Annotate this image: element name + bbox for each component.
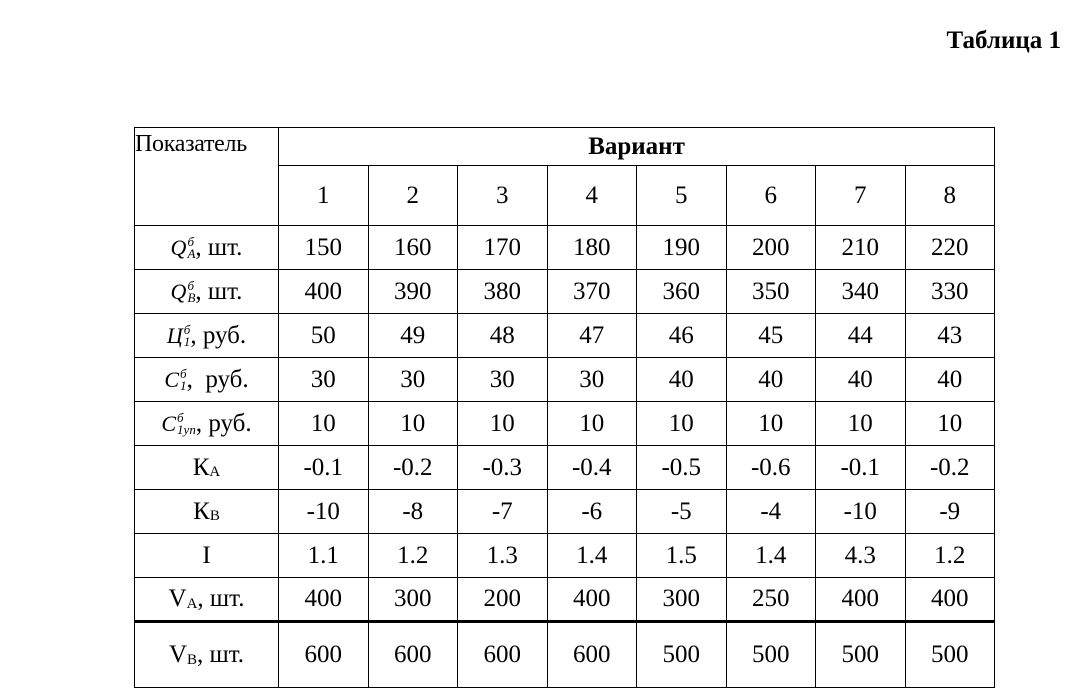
indicator-subscript: B [187, 651, 198, 668]
value-cell: 30 [458, 358, 548, 402]
indicator-label [193, 498, 220, 526]
value-cell: 500 [905, 622, 995, 688]
table-row [135, 402, 995, 446]
value-cell: 500 [816, 622, 906, 688]
value-cell: 45 [726, 314, 816, 358]
indicator-unit: , шт. [195, 233, 243, 261]
variant-number-cell: 6 [726, 166, 816, 226]
value-cell: 600 [458, 622, 548, 688]
table-row [135, 226, 995, 270]
indicator-unit: , шт. [197, 641, 245, 668]
indicator-label [161, 410, 251, 438]
value-cell: 10 [637, 402, 727, 446]
value-cell: 160 [368, 226, 458, 270]
value-cell: 4.3 [816, 534, 906, 578]
value-cell: 250 [726, 578, 816, 622]
value-cell: 10 [905, 402, 995, 446]
value-cell: 40 [637, 358, 727, 402]
indicator-label [171, 234, 243, 262]
value-cell: 1.4 [547, 534, 637, 578]
value-cell: -8 [368, 490, 458, 534]
data-table [134, 127, 995, 688]
value-cell: 330 [905, 270, 995, 314]
indicator-label [171, 278, 243, 306]
table-row [135, 358, 995, 402]
value-cell: 10 [547, 402, 637, 446]
value-cell: 1.1 [279, 534, 369, 578]
indicator-label-cell [135, 402, 279, 446]
indicator-symbol: К [192, 453, 210, 481]
variant-number-cell: 8 [905, 166, 995, 226]
value-cell: 400 [279, 578, 369, 622]
value-cell: -0.1 [816, 446, 906, 490]
indicator-label-cell [135, 314, 279, 358]
value-cell: -5 [637, 490, 727, 534]
value-cell: 170 [458, 226, 548, 270]
table-row [135, 270, 995, 314]
table-row [135, 534, 995, 578]
variant-number-cell: 5 [637, 166, 727, 226]
value-cell: 400 [279, 270, 369, 314]
value-cell: 10 [726, 402, 816, 446]
value-cell: 40 [726, 358, 816, 402]
indicator-label [193, 454, 221, 482]
value-cell: -7 [458, 490, 548, 534]
variant-number-cell: 2 [368, 166, 458, 226]
indicator-label-cell [135, 226, 279, 270]
indicator-subscript: A [187, 245, 196, 261]
indicator-unit: , руб. [195, 409, 252, 437]
indicator-unit: , шт. [197, 585, 245, 612]
table-row [135, 314, 995, 358]
value-cell: 49 [368, 314, 458, 358]
value-cell: 150 [279, 226, 369, 270]
value-cell: -6 [547, 490, 637, 534]
indicator-subscript: B [209, 508, 220, 524]
value-cell: 600 [368, 622, 458, 688]
value-cell: 600 [279, 622, 369, 688]
value-cell: -9 [905, 490, 995, 534]
value-cell: -0.6 [726, 446, 816, 490]
indicator-label [169, 641, 244, 669]
variant-number-cell: 4 [547, 166, 637, 226]
value-cell: 48 [458, 314, 548, 358]
value-cell: -4 [726, 490, 816, 534]
variant-number-cell: 1 [279, 166, 369, 226]
indicator-superscript: б [187, 277, 194, 293]
value-cell: 10 [368, 402, 458, 446]
variant-number-cell: 3 [458, 166, 548, 226]
indicator-unit: , руб. [190, 321, 247, 349]
indicator-header-cell [135, 128, 279, 226]
table-row [135, 446, 995, 490]
value-cell: 400 [816, 578, 906, 622]
value-cell: 380 [458, 270, 548, 314]
indicator-label-cell [135, 358, 279, 402]
indicator-label-cell [135, 270, 279, 314]
variant-header-label: Вариант [588, 132, 685, 160]
indicator-symbol: Q [170, 278, 187, 304]
value-cell: 40 [816, 358, 906, 402]
value-cell: 300 [637, 578, 727, 622]
indicator-superscript: б [187, 233, 194, 249]
indicator-indices [187, 233, 196, 261]
value-cell: 1.4 [726, 534, 816, 578]
indicator-superscript: б [180, 365, 187, 381]
value-cell: 10 [279, 402, 369, 446]
indicator-subscript: B [187, 289, 196, 305]
indicator-symbol: К [193, 497, 210, 525]
value-cell: -0.2 [368, 446, 458, 490]
table-row [135, 622, 995, 688]
value-cell: -0.4 [547, 446, 637, 490]
indicator-subscript: 1 [183, 333, 191, 349]
indicator-header-label: Показатель [135, 131, 247, 157]
value-cell: -10 [816, 490, 906, 534]
indicator-indices [187, 277, 196, 305]
indicator-subscript: A [186, 595, 198, 612]
value-cell: 43 [905, 314, 995, 358]
value-cell: 44 [816, 314, 906, 358]
indicator-subscript: 1уп [177, 421, 196, 437]
value-cell: 1.3 [458, 534, 548, 578]
indicator-symbol: V [168, 641, 187, 668]
value-cell: 47 [547, 314, 637, 358]
table-caption: Таблица 1 [946, 27, 1061, 54]
variant-number-cell: 7 [816, 166, 906, 226]
indicator-subscript: A [209, 464, 221, 480]
value-cell: 10 [816, 402, 906, 446]
value-cell: 190 [637, 226, 727, 270]
indicator-symbol: V [168, 585, 187, 612]
indicator-label-cell [135, 490, 279, 534]
indicator-label-cell [135, 622, 279, 688]
indicator-label-cell [135, 534, 279, 578]
value-cell: 360 [637, 270, 727, 314]
value-cell: 40 [905, 358, 995, 402]
value-cell: 390 [368, 270, 458, 314]
indicator-label [167, 322, 246, 350]
value-cell: -0.2 [905, 446, 995, 490]
indicator-symbol: Ц [166, 322, 183, 348]
indicator-label-cell [135, 578, 279, 622]
value-cell: 400 [905, 578, 995, 622]
value-cell: 500 [726, 622, 816, 688]
value-cell: 600 [547, 622, 637, 688]
indicator-symbol: C [164, 366, 180, 392]
value-cell: 200 [726, 226, 816, 270]
value-cell: -0.1 [279, 446, 369, 490]
table-row [135, 490, 995, 534]
indicator-subscript: 1 [180, 377, 187, 393]
value-cell: -10 [279, 490, 369, 534]
value-cell: 30 [279, 358, 369, 402]
indicator-superscript: б [183, 321, 191, 337]
indicator-label [169, 585, 245, 613]
indicator-label [164, 366, 248, 394]
value-cell: 30 [368, 358, 458, 402]
value-cell: 30 [547, 358, 637, 402]
value-cell: 340 [816, 270, 906, 314]
value-cell: 1.2 [368, 534, 458, 578]
variant-header-cell [279, 128, 995, 166]
value-cell: 46 [637, 314, 727, 358]
value-cell: 400 [547, 578, 637, 622]
value-cell: 1.5 [637, 534, 727, 578]
indicator-unit: , руб. [186, 365, 249, 393]
header-row [135, 128, 995, 166]
value-cell: 350 [726, 270, 816, 314]
indicator-symbol: C [161, 410, 177, 436]
value-cell: 220 [905, 226, 995, 270]
indicator-label-cell [135, 446, 279, 490]
value-cell: 300 [368, 578, 458, 622]
value-cell: 10 [458, 402, 548, 446]
value-cell: -0.3 [458, 446, 548, 490]
indicator-symbol: I [202, 541, 211, 569]
indicator-label [202, 542, 210, 570]
indicator-unit: , шт. [195, 277, 243, 305]
value-cell: -0.5 [637, 446, 727, 490]
indicator-superscript: б [177, 409, 184, 425]
table-row [135, 578, 995, 622]
value-cell: 180 [547, 226, 637, 270]
value-cell: 1.2 [905, 534, 995, 578]
value-cell: 370 [547, 270, 637, 314]
value-cell: 50 [279, 314, 369, 358]
value-cell: 200 [458, 578, 548, 622]
value-cell: 500 [637, 622, 727, 688]
value-cell: 210 [816, 226, 906, 270]
indicator-indices [177, 409, 196, 437]
indicator-symbol: Q [170, 234, 187, 260]
